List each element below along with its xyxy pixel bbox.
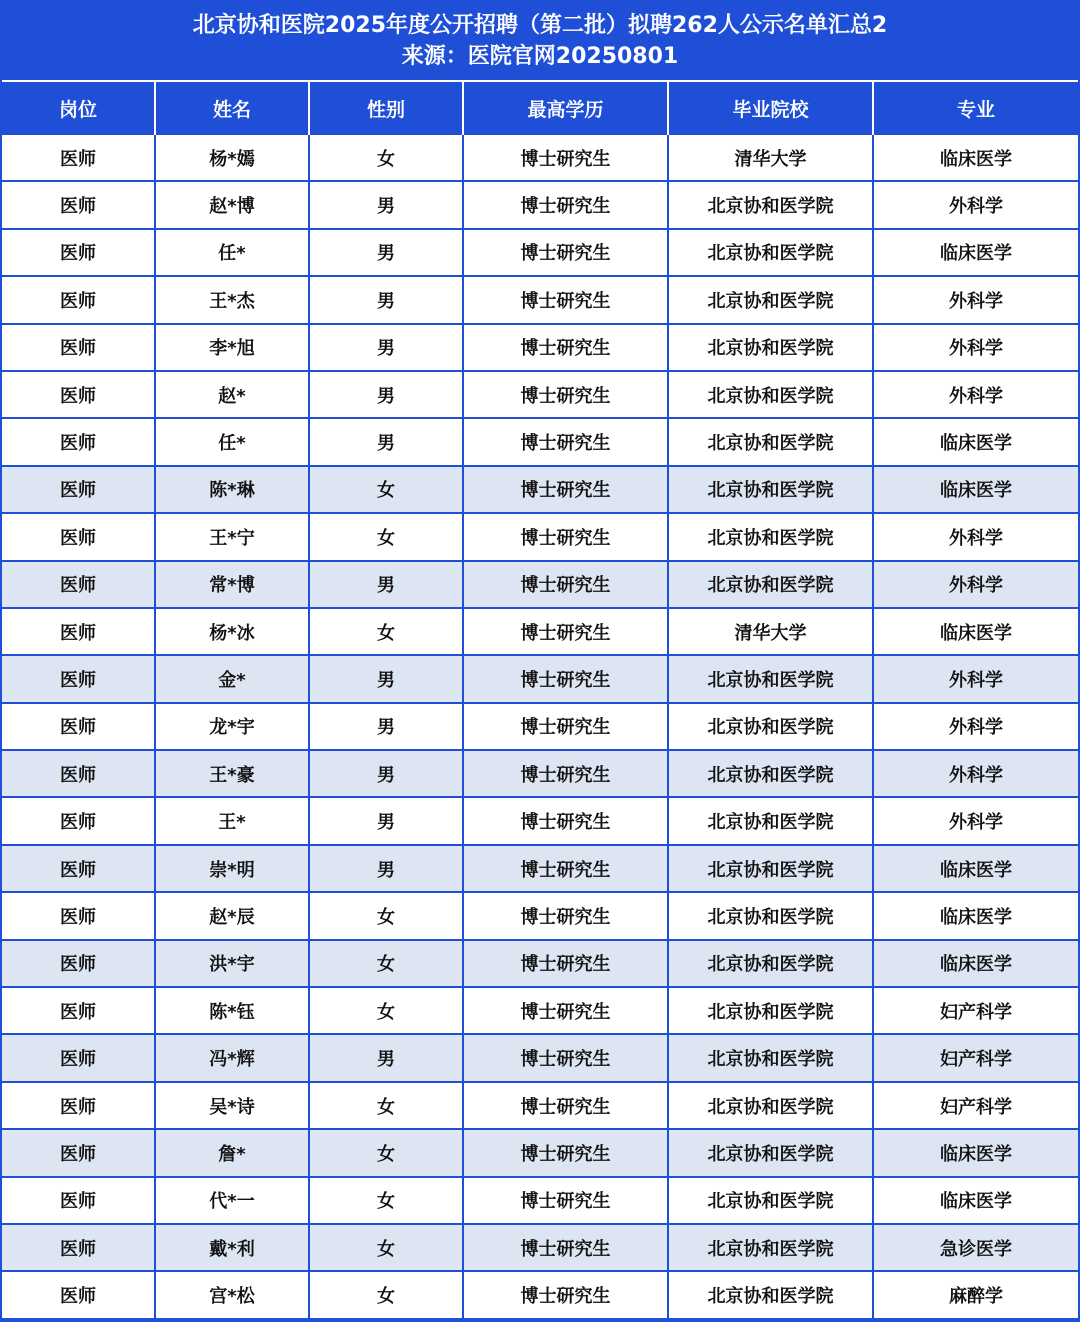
gender-cell: 女 [309, 513, 463, 560]
table-row [2, 797, 1078, 844]
degree-cell: 博士研究生 [463, 655, 668, 702]
major-cell: 临床医学 [873, 466, 1078, 513]
name-cell: 龙*宇 [155, 703, 309, 750]
header-row [2, 82, 1078, 135]
school-cell: 北京协和医学院 [668, 987, 873, 1034]
table-row [2, 229, 1078, 276]
position-cell: 医师 [2, 418, 155, 465]
name-cell: 常*博 [155, 561, 309, 608]
degree-cell: 博士研究生 [463, 135, 668, 181]
name-cell: 王*宁 [155, 513, 309, 560]
gender-cell: 男 [309, 371, 463, 418]
title-source: 来源：医院官网20250801 [401, 44, 679, 69]
table-row [2, 513, 1078, 560]
table-row [2, 940, 1078, 987]
degree-cell: 博士研究生 [463, 1271, 668, 1318]
degree-cell: 博士研究生 [463, 1129, 668, 1176]
position-cell: 医师 [2, 181, 155, 228]
degree-cell: 博士研究生 [463, 418, 668, 465]
major-cell: 外科学 [873, 181, 1078, 228]
position-cell: 医师 [2, 1034, 155, 1081]
table-row [2, 1224, 1078, 1271]
degree-cell: 博士研究生 [463, 1034, 668, 1081]
school-cell: 北京协和医学院 [668, 418, 873, 465]
gender-cell: 男 [309, 276, 463, 323]
degree-cell: 博士研究生 [463, 608, 668, 655]
school-cell: 北京协和医学院 [668, 750, 873, 797]
name-cell: 杨*嫣 [155, 135, 309, 181]
candidate-table [2, 82, 1078, 1320]
gender-cell: 女 [309, 1177, 463, 1224]
position-cell: 医师 [2, 845, 155, 892]
degree-cell: 博士研究生 [463, 845, 668, 892]
table-row [2, 655, 1078, 702]
position-cell: 医师 [2, 1129, 155, 1176]
position-cell: 医师 [2, 750, 155, 797]
gender-cell: 女 [309, 940, 463, 987]
degree-cell: 博士研究生 [463, 276, 668, 323]
degree-cell: 博士研究生 [463, 1177, 668, 1224]
gender-cell: 男 [309, 229, 463, 276]
position-cell: 医师 [2, 703, 155, 750]
table-body [2, 135, 1078, 1319]
name-cell: 杨*冰 [155, 608, 309, 655]
table-row [2, 324, 1078, 371]
name-cell: 陈*琳 [155, 466, 309, 513]
name-cell: 王*豪 [155, 750, 309, 797]
school-cell: 北京协和医学院 [668, 797, 873, 844]
major-cell: 妇产科学 [873, 1082, 1078, 1129]
major-cell: 临床医学 [873, 1129, 1078, 1176]
degree-cell: 博士研究生 [463, 324, 668, 371]
gender-cell: 男 [309, 1034, 463, 1081]
school-cell: 北京协和医学院 [668, 513, 873, 560]
major-cell: 临床医学 [873, 135, 1078, 181]
degree-cell: 博士研究生 [463, 987, 668, 1034]
title-banner [2, 2, 1078, 82]
name-cell: 陈*钰 [155, 987, 309, 1034]
gender-cell: 女 [309, 1082, 463, 1129]
school-cell: 北京协和医学院 [668, 371, 873, 418]
gender-cell: 女 [309, 135, 463, 181]
table-row [2, 1177, 1078, 1224]
gender-cell: 女 [309, 608, 463, 655]
school-cell: 北京协和医学院 [668, 1177, 873, 1224]
degree-cell: 博士研究生 [463, 181, 668, 228]
school-cell: 北京协和医学院 [668, 229, 873, 276]
table-row [2, 135, 1078, 181]
position-cell: 医师 [2, 561, 155, 608]
position-cell: 医师 [2, 466, 155, 513]
school-cell: 北京协和医学院 [668, 1129, 873, 1176]
major-cell: 麻醉学 [873, 1271, 1078, 1318]
position-cell: 医师 [2, 324, 155, 371]
major-cell: 临床医学 [873, 940, 1078, 987]
school-cell: 北京协和医学院 [668, 703, 873, 750]
position-cell: 医师 [2, 1224, 155, 1271]
position-cell: 医师 [2, 940, 155, 987]
title-main: 北京协和医院2025年度公开招聘（第二批）拟聘262人公示名单汇总2 [192, 13, 888, 38]
position-cell: 医师 [2, 513, 155, 560]
major-cell: 临床医学 [873, 418, 1078, 465]
major-cell: 外科学 [873, 750, 1078, 797]
name-cell: 赵*博 [155, 181, 309, 228]
position-cell: 医师 [2, 797, 155, 844]
school-cell: 北京协和医学院 [668, 1082, 873, 1129]
gender-cell: 男 [309, 703, 463, 750]
school-cell: 北京协和医学院 [668, 466, 873, 513]
gender-cell: 男 [309, 797, 463, 844]
table-row [2, 608, 1078, 655]
name-cell: 王* [155, 797, 309, 844]
header-degree: 最高学历 [463, 82, 668, 135]
degree-cell: 博士研究生 [463, 797, 668, 844]
table-row [2, 466, 1078, 513]
school-cell: 北京协和医学院 [668, 940, 873, 987]
position-cell: 医师 [2, 1271, 155, 1318]
major-cell: 临床医学 [873, 608, 1078, 655]
table-row [2, 1129, 1078, 1176]
gender-cell: 女 [309, 466, 463, 513]
table-row [2, 892, 1078, 939]
major-cell: 临床医学 [873, 892, 1078, 939]
name-cell: 李*旭 [155, 324, 309, 371]
major-cell: 外科学 [873, 561, 1078, 608]
header-major: 专业 [873, 82, 1078, 135]
major-cell: 急诊医学 [873, 1224, 1078, 1271]
position-cell: 医师 [2, 1177, 155, 1224]
school-cell: 北京协和医学院 [668, 561, 873, 608]
school-cell: 北京协和医学院 [668, 845, 873, 892]
name-cell: 崇*明 [155, 845, 309, 892]
table-row [2, 1082, 1078, 1129]
major-cell: 临床医学 [873, 229, 1078, 276]
table-row [2, 987, 1078, 1034]
gender-cell: 男 [309, 655, 463, 702]
position-cell: 医师 [2, 229, 155, 276]
position-cell: 医师 [2, 371, 155, 418]
name-cell: 冯*辉 [155, 1034, 309, 1081]
degree-cell: 博士研究生 [463, 940, 668, 987]
gender-cell: 男 [309, 181, 463, 228]
name-cell: 宫*松 [155, 1271, 309, 1318]
school-cell: 北京协和医学院 [668, 324, 873, 371]
gender-cell: 男 [309, 324, 463, 371]
major-cell: 妇产科学 [873, 1034, 1078, 1081]
table-row [2, 1034, 1078, 1081]
degree-cell: 博士研究生 [463, 892, 668, 939]
table-row [2, 845, 1078, 892]
school-cell: 北京协和医学院 [668, 276, 873, 323]
name-cell: 赵* [155, 371, 309, 418]
major-cell: 外科学 [873, 276, 1078, 323]
position-cell: 医师 [2, 655, 155, 702]
gender-cell: 女 [309, 1271, 463, 1318]
degree-cell: 博士研究生 [463, 229, 668, 276]
major-cell: 临床医学 [873, 845, 1078, 892]
position-cell: 医师 [2, 1082, 155, 1129]
header-gender: 性别 [309, 82, 463, 135]
major-cell: 外科学 [873, 371, 1078, 418]
degree-cell: 博士研究生 [463, 703, 668, 750]
table-row [2, 418, 1078, 465]
school-cell: 清华大学 [668, 135, 873, 181]
name-cell: 戴*利 [155, 1224, 309, 1271]
major-cell: 外科学 [873, 797, 1078, 844]
name-cell: 赵*辰 [155, 892, 309, 939]
gender-cell: 男 [309, 561, 463, 608]
position-cell: 医师 [2, 892, 155, 939]
name-cell: 洪*宇 [155, 940, 309, 987]
degree-cell: 博士研究生 [463, 561, 668, 608]
degree-cell: 博士研究生 [463, 371, 668, 418]
name-cell: 任* [155, 418, 309, 465]
name-cell: 詹* [155, 1129, 309, 1176]
header-school: 毕业院校 [668, 82, 873, 135]
school-cell: 北京协和医学院 [668, 1271, 873, 1318]
position-cell: 医师 [2, 987, 155, 1034]
name-cell: 任* [155, 229, 309, 276]
major-cell: 外科学 [873, 655, 1078, 702]
table-row [2, 371, 1078, 418]
header-name: 姓名 [155, 82, 309, 135]
school-cell: 北京协和医学院 [668, 655, 873, 702]
table-row [2, 703, 1078, 750]
school-cell: 北京协和医学院 [668, 892, 873, 939]
position-cell: 医师 [2, 135, 155, 181]
position-cell: 医师 [2, 276, 155, 323]
position-cell: 医师 [2, 608, 155, 655]
gender-cell: 男 [309, 845, 463, 892]
degree-cell: 博士研究生 [463, 750, 668, 797]
gender-cell: 女 [309, 1224, 463, 1271]
degree-cell: 博士研究生 [463, 1224, 668, 1271]
name-cell: 金* [155, 655, 309, 702]
table-row [2, 276, 1078, 323]
degree-cell: 博士研究生 [463, 513, 668, 560]
school-cell: 北京协和医学院 [668, 1224, 873, 1271]
degree-cell: 博士研究生 [463, 1082, 668, 1129]
gender-cell: 女 [309, 1129, 463, 1176]
school-cell: 清华大学 [668, 608, 873, 655]
gender-cell: 男 [309, 418, 463, 465]
major-cell: 外科学 [873, 513, 1078, 560]
name-cell: 吴*诗 [155, 1082, 309, 1129]
table-row [2, 181, 1078, 228]
major-cell: 临床医学 [873, 1177, 1078, 1224]
major-cell: 妇产科学 [873, 987, 1078, 1034]
table-row [2, 561, 1078, 608]
major-cell: 外科学 [873, 324, 1078, 371]
degree-cell: 博士研究生 [463, 466, 668, 513]
header-position: 岗位 [2, 82, 155, 135]
major-cell: 外科学 [873, 703, 1078, 750]
table-row [2, 1271, 1078, 1318]
table-row [2, 750, 1078, 797]
school-cell: 北京协和医学院 [668, 1034, 873, 1081]
name-cell: 代*一 [155, 1177, 309, 1224]
gender-cell: 女 [309, 987, 463, 1034]
school-cell: 北京协和医学院 [668, 181, 873, 228]
name-cell: 王*杰 [155, 276, 309, 323]
gender-cell: 男 [309, 750, 463, 797]
gender-cell: 女 [309, 892, 463, 939]
